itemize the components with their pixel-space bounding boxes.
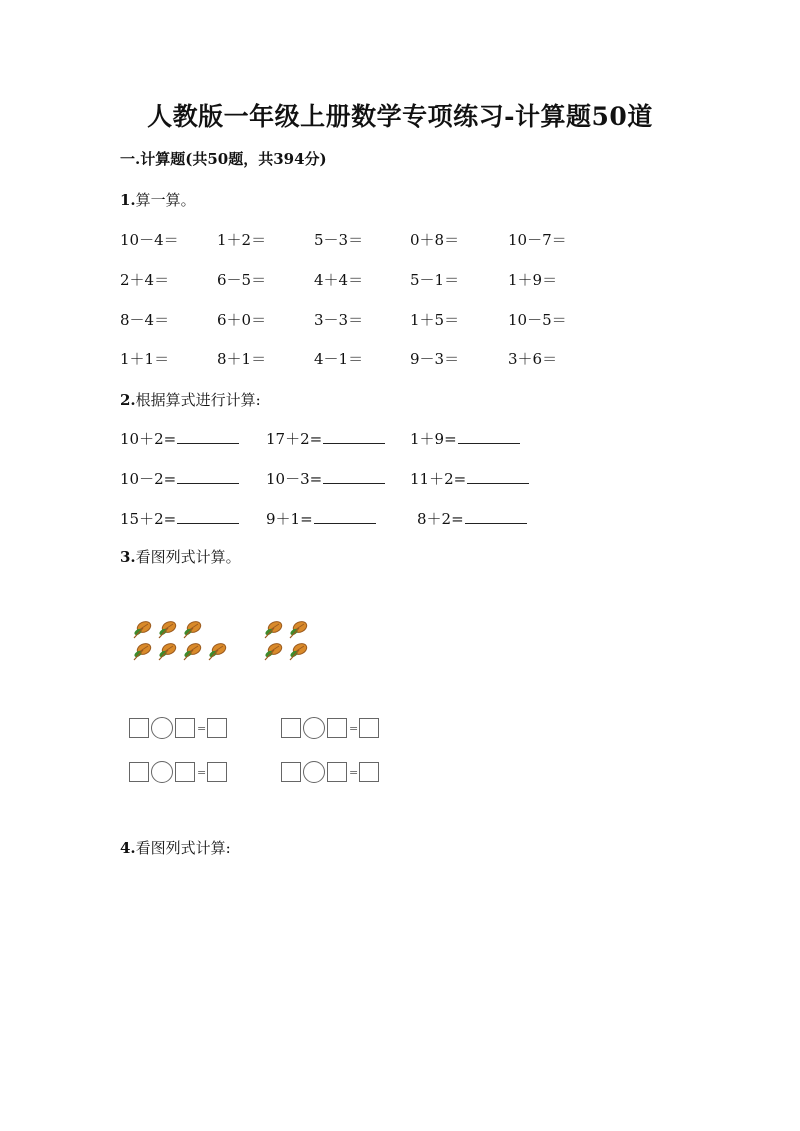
fill-in-exercise (120, 508, 239, 529)
result-box[interactable] (207, 718, 227, 738)
exercise-item: 9－3＝ (410, 350, 460, 368)
exercise-expression: 10－3= (266, 470, 323, 488)
fill-in-exercise (266, 468, 385, 489)
exercise-expression: 10＋2= (120, 430, 177, 448)
operator-circle[interactable] (151, 761, 173, 783)
equation-boxes (281, 717, 379, 739)
exercise-item: 1＋1＝ (120, 350, 170, 368)
exercise-item: 8＋1＝ (217, 350, 267, 368)
number-box[interactable] (327, 718, 347, 738)
question-number: 2. (120, 391, 136, 409)
answer-blank[interactable] (467, 469, 529, 484)
leaf-icon (287, 620, 311, 644)
exercise-item: 3＋6＝ (508, 350, 558, 368)
answer-blank[interactable] (465, 509, 527, 524)
leaf-icon (181, 642, 205, 666)
fill-in-exercise (266, 428, 385, 449)
equation-boxes (129, 717, 227, 739)
number-box[interactable] (281, 718, 301, 738)
leaf-icon (156, 620, 180, 644)
leaf-icon (206, 642, 230, 666)
equation-boxes (281, 761, 379, 783)
number-box[interactable] (175, 718, 195, 738)
exercise-expression: 15＋2= (120, 510, 177, 528)
operator-circle[interactable] (303, 761, 325, 783)
exercise-item: 6＋0＝ (217, 311, 267, 329)
exercise-item: 0＋8＝ (410, 231, 460, 249)
result-box[interactable] (359, 718, 379, 738)
number-box[interactable] (129, 718, 149, 738)
exercise-expression: 11＋2= (410, 470, 467, 488)
exercise-expression: 9＋1= (266, 510, 313, 528)
exercise-item: 2＋4＝ (120, 271, 170, 289)
answer-blank[interactable] (314, 509, 376, 524)
operator-circle[interactable] (151, 717, 173, 739)
fill-in-exercise (120, 468, 239, 489)
equals-sign: = (197, 721, 207, 735)
equals-sign: = (349, 765, 359, 779)
exercise-item: 1＋2＝ (217, 231, 267, 249)
answer-blank[interactable] (323, 469, 385, 484)
leaf-icon (287, 642, 311, 666)
leaf-icon (181, 620, 205, 644)
exercise-expression: 1＋9= (410, 430, 457, 448)
answer-blank[interactable] (458, 429, 520, 444)
section-heading: 一.计算题(共50题，共394分) (120, 150, 327, 168)
result-box[interactable] (207, 762, 227, 782)
equation-boxes (129, 761, 227, 783)
question-1-heading (120, 189, 196, 210)
question-text: 看图列式计算。 (135, 548, 241, 566)
exercise-item: 10－4＝ (120, 231, 179, 249)
number-box[interactable] (281, 762, 301, 782)
exercise-item: 6－5＝ (217, 271, 267, 289)
exercise-item: 10－7＝ (508, 231, 567, 249)
equals-sign: = (197, 765, 207, 779)
question-number: 4. (120, 839, 136, 857)
equals-sign: = (349, 721, 359, 735)
exercise-item: 5－3＝ (314, 231, 364, 249)
exercise-expression: 17＋2= (266, 430, 323, 448)
leaf-icon (156, 642, 180, 666)
exercise-expression: 8＋2= (417, 510, 464, 528)
fill-in-exercise (410, 428, 520, 449)
question-text: 算一算。 (135, 191, 196, 209)
exercise-item: 5－1＝ (410, 271, 460, 289)
exercise-item: 3－3＝ (314, 311, 364, 329)
exercise-item: 1＋5＝ (410, 311, 460, 329)
exercise-item: 4－1＝ (314, 350, 364, 368)
answer-blank[interactable] (323, 429, 385, 444)
leaf-icon (262, 620, 286, 644)
exercise-item: 10－5＝ (508, 311, 567, 329)
answer-blank[interactable] (177, 429, 239, 444)
exercise-expression: 10－2= (120, 470, 177, 488)
question-text: 看图列式计算: (135, 839, 231, 857)
question-2-heading (120, 389, 261, 410)
question-number: 3. (120, 548, 136, 566)
fill-in-exercise (410, 468, 529, 489)
exercise-item: 8－4＝ (120, 311, 170, 329)
exercise-item: 1＋9＝ (508, 271, 558, 289)
operator-circle[interactable] (303, 717, 325, 739)
result-box[interactable] (359, 762, 379, 782)
question-4-heading (120, 837, 231, 858)
leaf-icon (262, 642, 286, 666)
page-title: 人教版一年级上册数学专项练习-计算题50道 (147, 102, 653, 131)
number-box[interactable] (175, 762, 195, 782)
fill-in-exercise (120, 428, 239, 449)
fill-in-exercise (417, 508, 527, 529)
fill-in-exercise (266, 508, 376, 529)
exercise-item: 4＋4＝ (314, 271, 364, 289)
number-box[interactable] (327, 762, 347, 782)
leaf-icon (131, 642, 155, 666)
number-box[interactable] (129, 762, 149, 782)
question-text: 根据算式进行计算: (135, 391, 261, 409)
question-number: 1. (120, 191, 136, 209)
answer-blank[interactable] (177, 469, 239, 484)
leaf-icon (131, 620, 155, 644)
question-3-heading (120, 546, 241, 567)
answer-blank[interactable] (177, 509, 239, 524)
